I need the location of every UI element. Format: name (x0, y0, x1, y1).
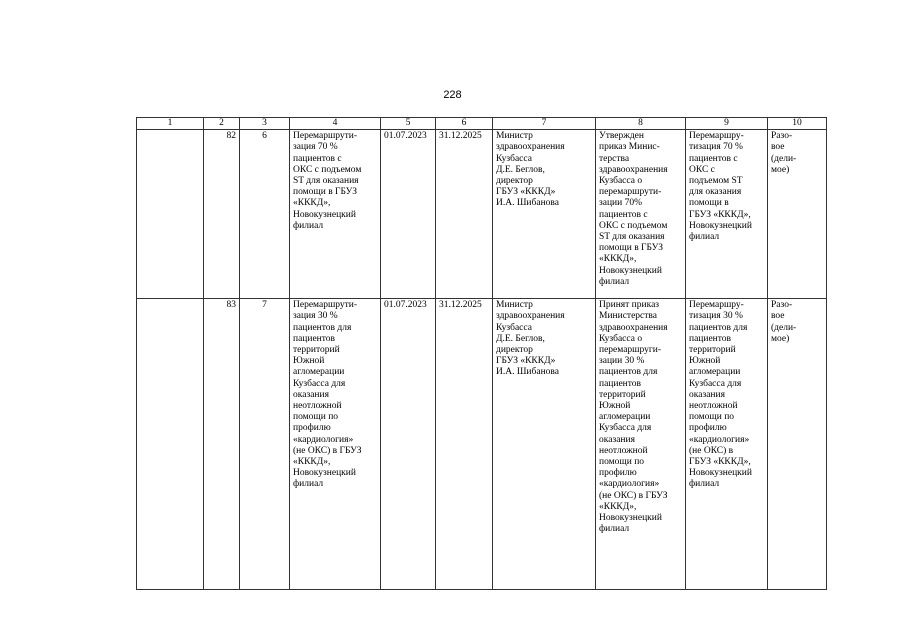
column-header: 5 (381, 118, 436, 130)
column-header: 4 (290, 118, 381, 130)
table-cell (137, 130, 204, 299)
document-table (136, 117, 827, 590)
end-date-cell: 31.12.2025 (436, 130, 493, 299)
event-name-cell: Перемаршрути- зация 70 % пациентов с ОКС с подъемом ST для оказания помощи в ГБУЗ «КККД», Новокузнецкий филиал (290, 130, 381, 299)
item-number-cell: 7 (240, 299, 290, 590)
indicator-cell: Перемаршру- тизация 70 % пациентов с ОКС с подъемом ST для оказания помощи в ГБУЗ «КККД», Новокузнецкий филиал (686, 130, 768, 299)
column-header: 6 (436, 118, 493, 130)
column-header: 8 (596, 118, 686, 130)
table-cell (137, 299, 204, 590)
column-header: 10 (768, 118, 827, 130)
start-date-cell: 01.07.2023 (381, 130, 436, 299)
column-header: 2 (204, 118, 240, 130)
table-row (137, 130, 827, 299)
type-cell: Разо- вое (дели- мое) (768, 130, 827, 299)
responsible-cell: Министр здравоохранения Кузбасса Д.Е. Беглов, директор ГБУЗ «КККД» И.А. Шибанова (493, 130, 596, 299)
result-cell: Утвержден приказ Минис- терства здравоохранения Кузбасса о перемаршрути- зации 70% пациентов с ОКС с подъемом ST для оказания помощи в ГБУЗ «КККД», Новокузнецкий филиал (596, 130, 686, 299)
column-header: 9 (686, 118, 768, 130)
column-header: 7 (493, 118, 596, 130)
column-header: 1 (137, 118, 204, 130)
row-number-cell: 83 (204, 299, 240, 590)
start-date-cell: 01.07.2023 (381, 299, 436, 590)
column-header: 3 (240, 118, 290, 130)
event-name-cell: Перемаршрути- зация 30 % пациентов для пациентов территорий Южной агломерации Кузбасса для оказания неотложной помощи по профилю «кардиология» (не ОКС) в ГБУЗ «КККД», Новокузнецкий филиал (290, 299, 381, 590)
type-cell: Разо- вое (дели- мое) (768, 299, 827, 590)
result-cell: Принят приказ Министерства здравоохранения Кузбасса о перемаршруги- зации 30 % пациентов для пациентов территорий Южной агломерации Кузбасса для оказания неотложной помощи по профилю «кардиология» (не ОКС) в ГБУЗ «КККД», Новокузнецкий филиал (596, 299, 686, 590)
page-number: 228 (443, 89, 462, 101)
row-number-cell: 82 (204, 130, 240, 299)
indicator-cell: Перемаршру- тизация 30 % пациентов для пациентов территорий Южной агломерации Кузбасса для оказания неотложной помощи по профилю «кардиология» (не ОКС) в ГБУЗ «КККД», Новокузнецкий филиал (686, 299, 768, 590)
responsible-cell: Министр здравоохранения Кузбасса Д.Е. Беглов, директор ГБУЗ «КККД» И.А. Шибанова (493, 299, 596, 590)
header-row (137, 118, 827, 130)
item-number-cell: 6 (240, 130, 290, 299)
end-date-cell: 31.12.2025 (436, 299, 493, 590)
table-row (137, 299, 827, 590)
